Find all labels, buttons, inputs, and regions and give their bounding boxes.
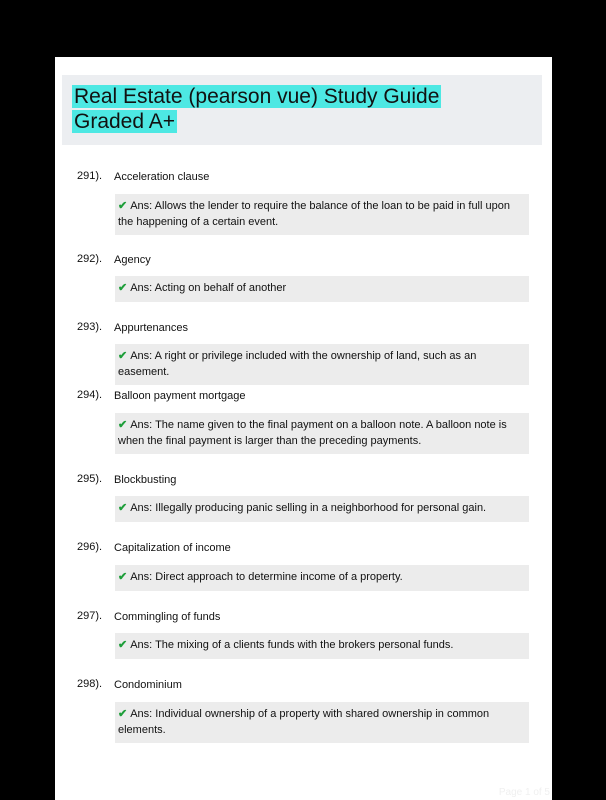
answer-box <box>115 194 529 235</box>
page-number: Page 1 of 5 <box>498 787 550 798</box>
answer-text: Ans: Allows the lender to require the balance of the loan to be paid in full upon the happening of a certain event. <box>118 200 510 228</box>
checkmark-icon: ✔ <box>118 639 128 651</box>
answer-box <box>115 565 529 591</box>
answer-box <box>115 633 529 659</box>
question-term: Acceleration clause <box>114 171 210 183</box>
question-term: Balloon payment mortgage <box>114 390 246 402</box>
answer-text: Ans: Illegally producing panic selling in a neighborhood for personal gain. <box>130 502 487 514</box>
answer-text: Ans: The name given to the final payment on a balloon note. A balloon note is when the final payment is larger than the preceding payments. <box>118 419 507 447</box>
answer-text: Ans: Individual ownership of a property with shared ownership in common elements. <box>118 708 490 736</box>
checkmark-icon: ✔ <box>118 200 128 212</box>
checkmark-icon: ✔ <box>118 571 128 583</box>
checkmark-icon: ✔ <box>118 282 128 294</box>
question-number: 297). <box>77 610 103 622</box>
checkmark-icon: ✔ <box>118 708 128 720</box>
checkmark-icon: ✔ <box>118 419 128 431</box>
checkmark-icon: ✔ <box>118 350 128 362</box>
question-number: 293). <box>77 321 103 333</box>
answer-text: Ans: Acting on behalf of another <box>130 282 287 294</box>
answer-box <box>115 702 529 743</box>
checkmark-icon: ✔ <box>118 502 128 514</box>
document-page <box>55 57 552 800</box>
question-term: Condominium <box>114 679 182 691</box>
answer-box <box>115 496 529 522</box>
question-number: 298). <box>77 678 103 690</box>
answer-text: Ans: A right or privilege included with the ownership of land, such as an easement. <box>118 350 477 378</box>
question-term: Capitalization of income <box>114 542 231 554</box>
question-number: 291). <box>77 170 103 182</box>
question-term: Blockbusting <box>114 474 177 486</box>
question-number: 296). <box>77 541 103 553</box>
title-banner <box>62 75 542 145</box>
question-number: 295). <box>77 473 103 485</box>
question-number: 292). <box>77 253 103 265</box>
answer-text: Ans: Direct approach to determine income of a property. <box>130 571 403 583</box>
question-number: 294). <box>77 389 103 401</box>
answer-box <box>115 413 529 454</box>
answer-box <box>115 276 529 302</box>
answer-box <box>115 344 529 385</box>
question-term: Commingling of funds <box>114 611 221 623</box>
question-term: Appurtenances <box>114 322 188 334</box>
question-term: Agency <box>114 254 151 266</box>
answer-text: Ans: The mixing of a clients funds with the brokers personal funds. <box>130 639 454 651</box>
document-title: Real Estate (pearson vue) Study Guide Graded A+ <box>74 85 440 133</box>
